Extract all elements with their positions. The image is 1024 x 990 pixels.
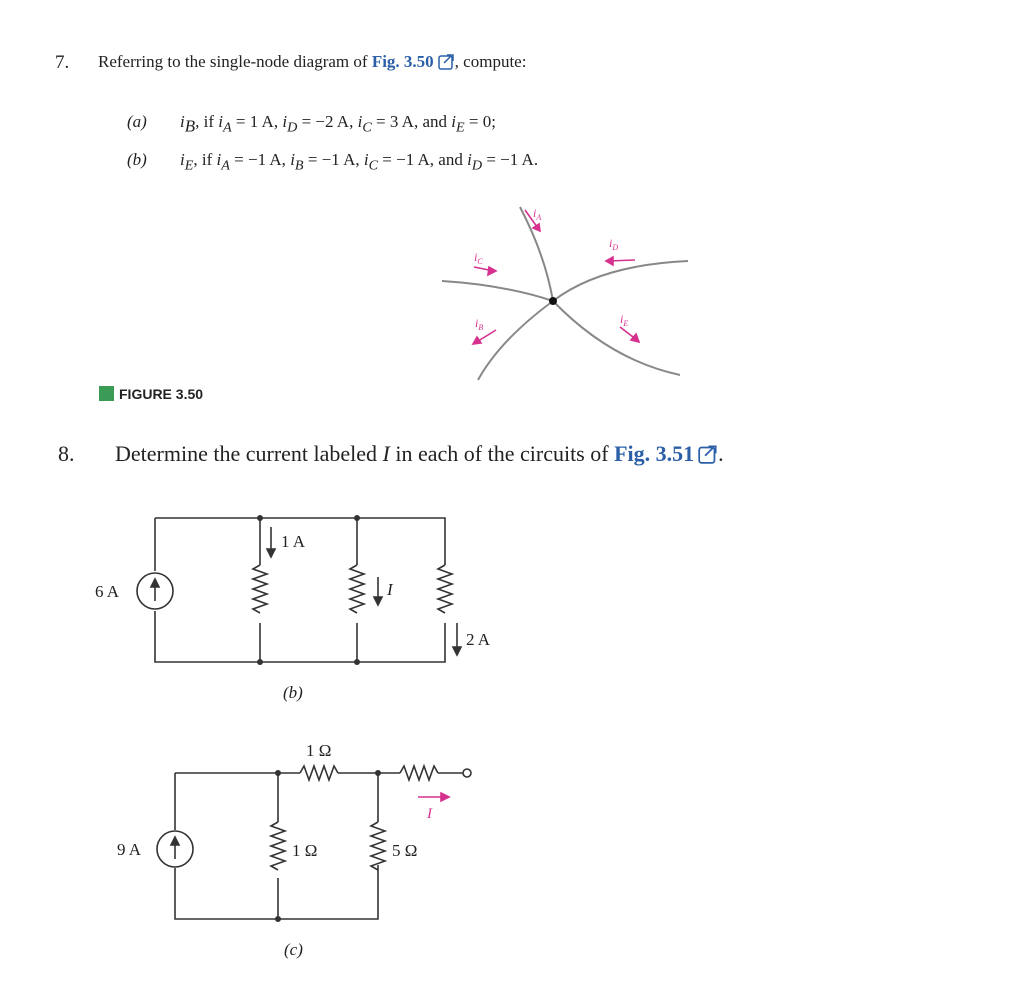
branch-c — [442, 281, 553, 301]
q7-number: 7. — [55, 52, 70, 73]
external-link-icon[interactable] — [438, 53, 455, 70]
label-c: (c) — [284, 940, 303, 959]
q7-prefix: Referring to the single-node diagram of — [98, 52, 372, 71]
label-5ohm: 5 Ω — [392, 841, 418, 860]
label-2a: 2 A — [466, 630, 491, 649]
external-link-icon[interactable] — [698, 444, 718, 464]
label-6a: 6 A — [95, 582, 120, 601]
resistor-b3 — [438, 565, 452, 613]
resistor-c-mid — [271, 822, 285, 870]
label-ib: $i_B$ — [475, 316, 484, 332]
q8-suffix: . — [718, 441, 724, 466]
q8-var: I — [382, 441, 390, 466]
q7b-text: $i_E$, if $i_A = -1$ A, $i_B = -1$ A, $i_C = -1$ A, and $i_D = -1$ A. — [180, 150, 539, 174]
q7a-label: (a) — [127, 112, 147, 131]
q8-middle: in each of the circuits of — [389, 441, 615, 466]
label-1ohm-mid: 1 Ω — [292, 841, 318, 860]
q7-text — [98, 52, 526, 72]
resistor-c-right-series — [400, 766, 438, 780]
resistor-c-top — [300, 766, 338, 780]
terminal-c — [463, 769, 471, 777]
q8-text — [115, 441, 724, 467]
fig-351-link[interactable]: Fig. 3.51 — [614, 441, 695, 466]
q8-number: 8. — [58, 441, 75, 466]
q7b-label: (b) — [127, 150, 147, 169]
figure-marker-icon — [99, 386, 114, 401]
label-9a: 9 A — [117, 840, 142, 859]
figure-350-caption — [99, 386, 203, 402]
resistor-c-5ohm — [371, 822, 385, 870]
q8-prefix: Determine the current labeled — [115, 441, 383, 466]
resistor-b1 — [253, 565, 267, 613]
label-i-b: I — [387, 580, 393, 599]
branch-e — [553, 301, 680, 375]
label-ic: $i_C$ — [474, 250, 483, 266]
q7a-text: $i_B$, if $i_A = 1$ A, $i_D = -2$ A, $i_C = 3$ A, and $i_E = 0$; — [180, 112, 496, 136]
fig-350-link[interactable]: Fig. 3.50 — [371, 52, 434, 71]
circuit-c — [100, 730, 500, 970]
label-b: (b) — [283, 683, 303, 702]
label-1a: 1 A — [281, 532, 306, 551]
label-1ohm-top: 1 Ω — [306, 741, 332, 760]
branch-b — [478, 301, 553, 380]
label-ia: $i_A$ — [533, 206, 542, 222]
circuit-b — [85, 505, 515, 715]
resistor-b2 — [350, 565, 364, 613]
branch-d — [553, 261, 688, 301]
label-i-c: I — [427, 806, 432, 822]
label-ie: $i_E$ — [620, 312, 629, 328]
node-dot — [549, 297, 557, 305]
figure-350-caption-text: FIGURE 3.50 — [119, 386, 204, 402]
q7-suffix: , compute: — [454, 52, 527, 71]
label-id: $i_D$ — [609, 236, 619, 252]
figure-350-diagram — [430, 195, 700, 385]
